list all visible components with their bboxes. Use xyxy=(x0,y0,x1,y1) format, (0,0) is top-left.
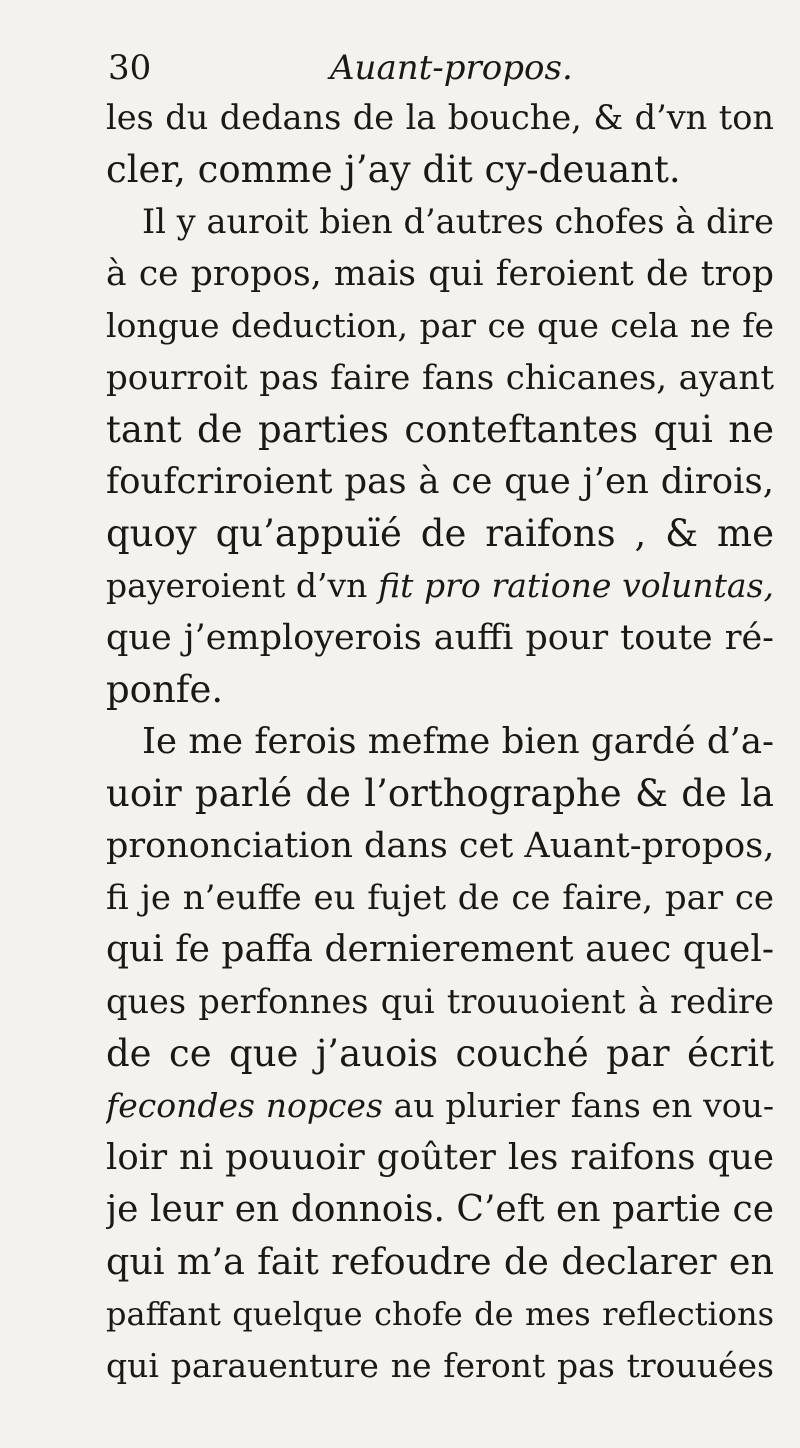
text-line: que j’employerois auffi pour toute ré- xyxy=(106,618,774,658)
text-line: de ce que j’auois couché par écrit xyxy=(106,1032,774,1075)
text-line: Il y auroit bien d’autres chofes à dire xyxy=(142,202,774,241)
text-line: Ie me ferois mefme bien gardé d’a- xyxy=(142,721,774,762)
text-line: les du dedans de la bouche, & d’vn ton xyxy=(106,98,774,137)
text-line: cler, comme j’ay dit cy-deuant. xyxy=(106,148,681,191)
text-line: foufcriroient pas à ce que j’en dirois, xyxy=(106,461,774,502)
text-line: paffant quelque chofe de mes reflections xyxy=(106,1295,774,1333)
text-line: longue deduction, par ce que cela ne fe xyxy=(106,306,774,345)
text-line: ponfe. xyxy=(106,668,224,711)
text-line: fi je n’euffe eu fujet de ce faire, par ce xyxy=(106,878,774,918)
body-text xyxy=(106,92,774,1392)
text-line: je leur en donnois. C’eft en partie ce xyxy=(106,1189,774,1230)
text-line: ques perfonnes qui trouuoient à redire xyxy=(106,982,774,1021)
text-line: qui m’a fait refoudre de declarer en xyxy=(106,1240,774,1283)
text-line: qui parauenture ne feront pas trouuées xyxy=(106,1346,774,1385)
text-line: loir ni pouuoir goûter les raifons que xyxy=(106,1137,774,1178)
text-line: à ce propos, mais qui feroient de trop xyxy=(106,254,774,294)
text-line: uoir parlé de l’orthographe & de la xyxy=(106,772,774,815)
text-line: tant de parties conteftantes qui ne xyxy=(106,408,774,451)
running-head xyxy=(108,42,708,94)
running-title: Auant-propos. xyxy=(330,48,573,88)
text-line: payeroient d’vn fit pro ratione voluntas, xyxy=(106,566,774,605)
text-line: prononciation dans cet Auant-propos, xyxy=(106,826,774,866)
page-number: 30 xyxy=(108,48,152,88)
text-line: pourroit pas faire fans chicanes, ayant xyxy=(106,358,774,398)
text-line: quoy qu’appuïé de raifons , & me xyxy=(106,512,774,555)
text-line: fecondes nopces au plurier fans en vou- xyxy=(106,1086,774,1125)
text-line: qui fe paffa dernierement auec quel- xyxy=(106,929,774,970)
